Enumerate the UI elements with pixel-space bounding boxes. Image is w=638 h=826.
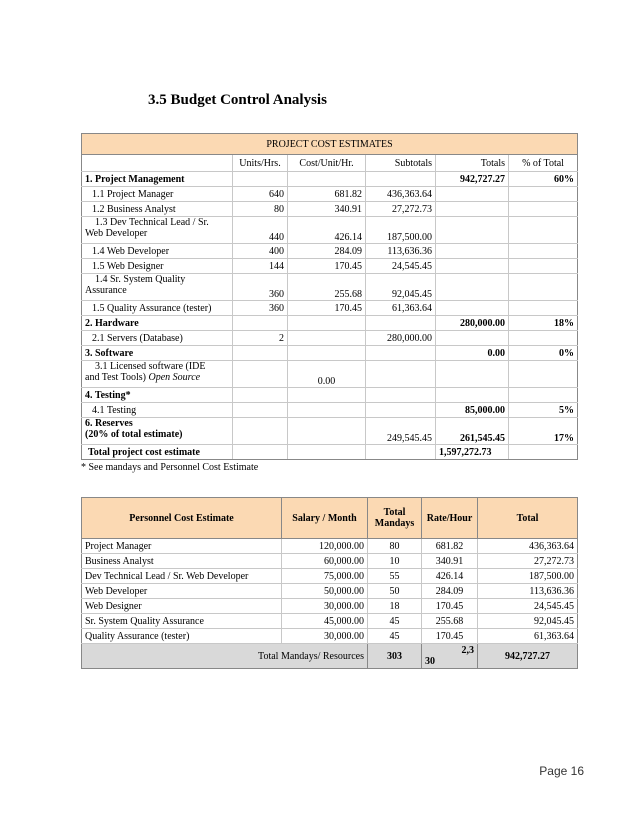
row-label: 1.5 Web Designer <box>82 259 233 274</box>
table-row <box>82 187 578 202</box>
table-row <box>82 614 578 629</box>
row-label: 2.1 Servers (Database) <box>82 331 233 346</box>
header-rate: Rate/Hour <box>422 498 478 539</box>
row-label: 4. Testing* <box>82 388 233 403</box>
table-row <box>82 346 578 361</box>
row-label: 4.1 Testing <box>82 403 233 418</box>
col-header-item <box>82 155 233 172</box>
header-mandays: Total Mandays <box>368 498 422 539</box>
row-label: 3.1 Licensed software (IDE and Test Tools) Open Source <box>82 361 233 388</box>
row-total: 1,597,272.73 <box>436 445 509 460</box>
row-units: 640 <box>233 187 288 202</box>
row-cost: 284.09 <box>288 244 366 259</box>
table-row <box>82 217 578 244</box>
row-label: 1.2 Business Analyst <box>82 202 233 217</box>
person-name: Sr. System Quality Assurance <box>82 614 282 629</box>
row-cost: 426.14 <box>288 217 366 244</box>
table-row <box>82 629 578 644</box>
person-mandays: 55 <box>368 569 422 584</box>
row-label: 1. Project Management <box>82 172 233 187</box>
person-salary: 120,000.00 <box>282 539 368 554</box>
col-header-pct: % of Total <box>509 155 578 172</box>
person-rate: 170.45 <box>422 599 478 614</box>
row-total: 85,000.00 <box>436 403 509 418</box>
footer-total: 942,727.27 <box>478 644 578 669</box>
person-rate: 255.68 <box>422 614 478 629</box>
table-row <box>82 316 578 331</box>
cost-table-title: PROJECT COST ESTIMATES <box>82 134 578 155</box>
person-salary: 75,000.00 <box>282 569 368 584</box>
row-subtotal: 187,500.00 <box>366 217 436 244</box>
person-name: Web Developer <box>82 584 282 599</box>
table-row <box>82 539 578 554</box>
table-row <box>82 331 578 346</box>
row-units: 440 <box>233 217 288 244</box>
person-rate: 340.91 <box>422 554 478 569</box>
table-row <box>82 554 578 569</box>
row-label: 6. Reserves (20% of total estimate) <box>82 418 233 445</box>
row-units: 80 <box>233 202 288 217</box>
header-total: Total <box>478 498 578 539</box>
footer-rate: 2,3 30 <box>422 644 478 669</box>
row-subtotal: 61,363.64 <box>366 301 436 316</box>
person-rate: 284.09 <box>422 584 478 599</box>
person-mandays: 80 <box>368 539 422 554</box>
person-total: 61,363.64 <box>478 629 578 644</box>
person-total: 24,545.45 <box>478 599 578 614</box>
person-total: 27,272.73 <box>478 554 578 569</box>
person-name: Dev Technical Lead / Sr. Web Developer <box>82 569 282 584</box>
footnote: * See mandays and Personnel Cost Estimate <box>81 462 259 473</box>
page-number: Page 16 <box>539 764 584 778</box>
person-salary: 30,000.00 <box>282 599 368 614</box>
row-subtotal: 436,363.64 <box>366 187 436 202</box>
person-mandays: 10 <box>368 554 422 569</box>
person-name: Project Manager <box>82 539 282 554</box>
person-mandays: 45 <box>368 614 422 629</box>
row-pct: 17% <box>509 418 578 445</box>
col-header-cost: Cost/Unit/Hr. <box>288 155 366 172</box>
row-label: Total project cost estimate <box>82 445 233 460</box>
person-salary: 50,000.00 <box>282 584 368 599</box>
row-subtotal: 24,545.45 <box>366 259 436 274</box>
table-row <box>82 274 578 301</box>
person-rate: 426.14 <box>422 569 478 584</box>
cost-table-title-row <box>82 134 578 155</box>
footer-label: Total Mandays/ Resources <box>82 644 368 669</box>
row-subtotal: 27,272.73 <box>366 202 436 217</box>
row-label: 2. Hardware <box>82 316 233 331</box>
table-row <box>82 599 578 614</box>
col-header-totals: Totals <box>436 155 509 172</box>
person-salary: 30,000.00 <box>282 629 368 644</box>
personnel-cost-table <box>81 497 578 669</box>
section-heading: 3.5 Budget Control Analysis <box>148 92 327 108</box>
table-row <box>82 361 578 388</box>
row-subtotal: 249,545.45 <box>366 418 436 445</box>
header-salary: Salary / Month <box>282 498 368 539</box>
table-row <box>82 403 578 418</box>
person-rate: 170.45 <box>422 629 478 644</box>
row-cost: 170.45 <box>288 301 366 316</box>
person-mandays: 45 <box>368 629 422 644</box>
person-total: 113,636.36 <box>478 584 578 599</box>
footer-mandays: 303 <box>368 644 422 669</box>
person-mandays: 50 <box>368 584 422 599</box>
row-total: 280,000.00 <box>436 316 509 331</box>
row-subtotal: 92,045.45 <box>366 274 436 301</box>
personnel-header-row <box>82 498 578 539</box>
personnel-footer-row <box>82 644 578 669</box>
row-cost: 340.91 <box>288 202 366 217</box>
header-name: Personnel Cost Estimate <box>82 498 282 539</box>
row-units: 144 <box>233 259 288 274</box>
row-label: 1.3 Dev Technical Lead / Sr. Web Developer <box>82 217 233 244</box>
person-total: 92,045.45 <box>478 614 578 629</box>
table-row <box>82 202 578 217</box>
person-mandays: 18 <box>368 599 422 614</box>
row-pct: 18% <box>509 316 578 331</box>
col-header-subtotals: Subtotals <box>366 155 436 172</box>
row-label: 3. Software <box>82 346 233 361</box>
row-label: 1.5 Quality Assurance (tester) <box>82 301 233 316</box>
cost-table-header-row <box>82 155 578 172</box>
row-subtotal: 280,000.00 <box>366 331 436 346</box>
row-pct: 60% <box>509 172 578 187</box>
row-pct: 0% <box>509 346 578 361</box>
project-cost-estimates-table <box>81 133 578 460</box>
row-units: 360 <box>233 301 288 316</box>
row-total: 0.00 <box>436 346 509 361</box>
row-label: 1.1 Project Manager <box>82 187 233 202</box>
row-cost: 255.68 <box>288 274 366 301</box>
table-row <box>82 445 578 460</box>
row-total: 261,545.45 <box>436 418 509 445</box>
col-header-units: Units/Hrs. <box>233 155 288 172</box>
table-row <box>82 388 578 403</box>
row-units: 2 <box>233 331 288 346</box>
person-name: Business Analyst <box>82 554 282 569</box>
person-total: 187,500.00 <box>478 569 578 584</box>
person-total: 436,363.64 <box>478 539 578 554</box>
row-units: 360 <box>233 274 288 301</box>
row-pct: 5% <box>509 403 578 418</box>
table-row <box>82 569 578 584</box>
row-label: 1.4 Sr. System Quality Assurance <box>82 274 233 301</box>
table-row <box>82 244 578 259</box>
row-cost: 681.82 <box>288 187 366 202</box>
row-subtotal: 113,636.36 <box>366 244 436 259</box>
table-row <box>82 418 578 445</box>
row-cost: 170.45 <box>288 259 366 274</box>
table-row <box>82 172 578 187</box>
row-label: 1.4 Web Developer <box>82 244 233 259</box>
row-cost: 0.00 <box>288 361 366 388</box>
row-total: 942,727.27 <box>436 172 509 187</box>
table-row <box>82 584 578 599</box>
person-salary: 60,000.00 <box>282 554 368 569</box>
row-units: 400 <box>233 244 288 259</box>
table-row <box>82 301 578 316</box>
person-name: Web Designer <box>82 599 282 614</box>
person-rate: 681.82 <box>422 539 478 554</box>
person-salary: 45,000.00 <box>282 614 368 629</box>
table-row <box>82 259 578 274</box>
person-name: Quality Assurance (tester) <box>82 629 282 644</box>
